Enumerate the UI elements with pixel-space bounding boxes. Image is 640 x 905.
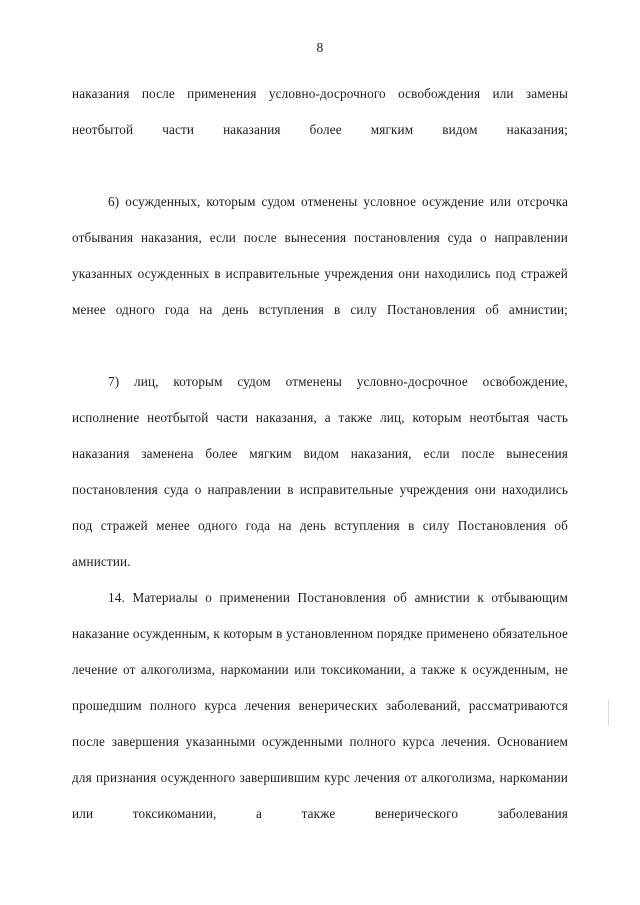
paragraph: 7) лиц, которым судом отменены условно-досрочное освобождение, исполнение неотбытой части наказания, а также лиц, которым неотбытая часть наказания заменена более мягким видом наказания, если после вынесения постановления суда о направлении в исправительные учреждения они находились под стражей менее одного года на день вступления в силу Постановления об амнистии.: [72, 374, 568, 569]
margin-scan-artifact: [608, 700, 609, 726]
document-body: [72, 76, 568, 868]
paragraph: 6) осужденных, которым судом отменены условное осуждение или отсрочка отбывания наказания, если после вынесения постановления суда о направлении указанных осужденных в исправительные учреждения они находились под стражей менее одного года на день вступления в силу Постановления об амнистии;: [72, 194, 568, 317]
paragraph: наказания после применения условно-досрочного освобождения или замены неотбытой части наказания более мягким видом наказания;: [72, 86, 568, 137]
page-number: 8: [316, 40, 324, 55]
paragraph: 14. Материалы о применении Постановления об амнистии к отбывающим наказание осужденным, к которым в установленном порядке применено обязательное лечение от алкоголизма, наркомании или токсикомании, а также к осужденным, не прошедшим полного курса лечения венерических заболеваний, рассматриваются после завершения указанными осужденными полного курса лечения. Основанием для признания осужденного завершившим курс лечения от алкоголизма, наркомании или токсикомании, а также венерического заболевания: [72, 590, 568, 821]
